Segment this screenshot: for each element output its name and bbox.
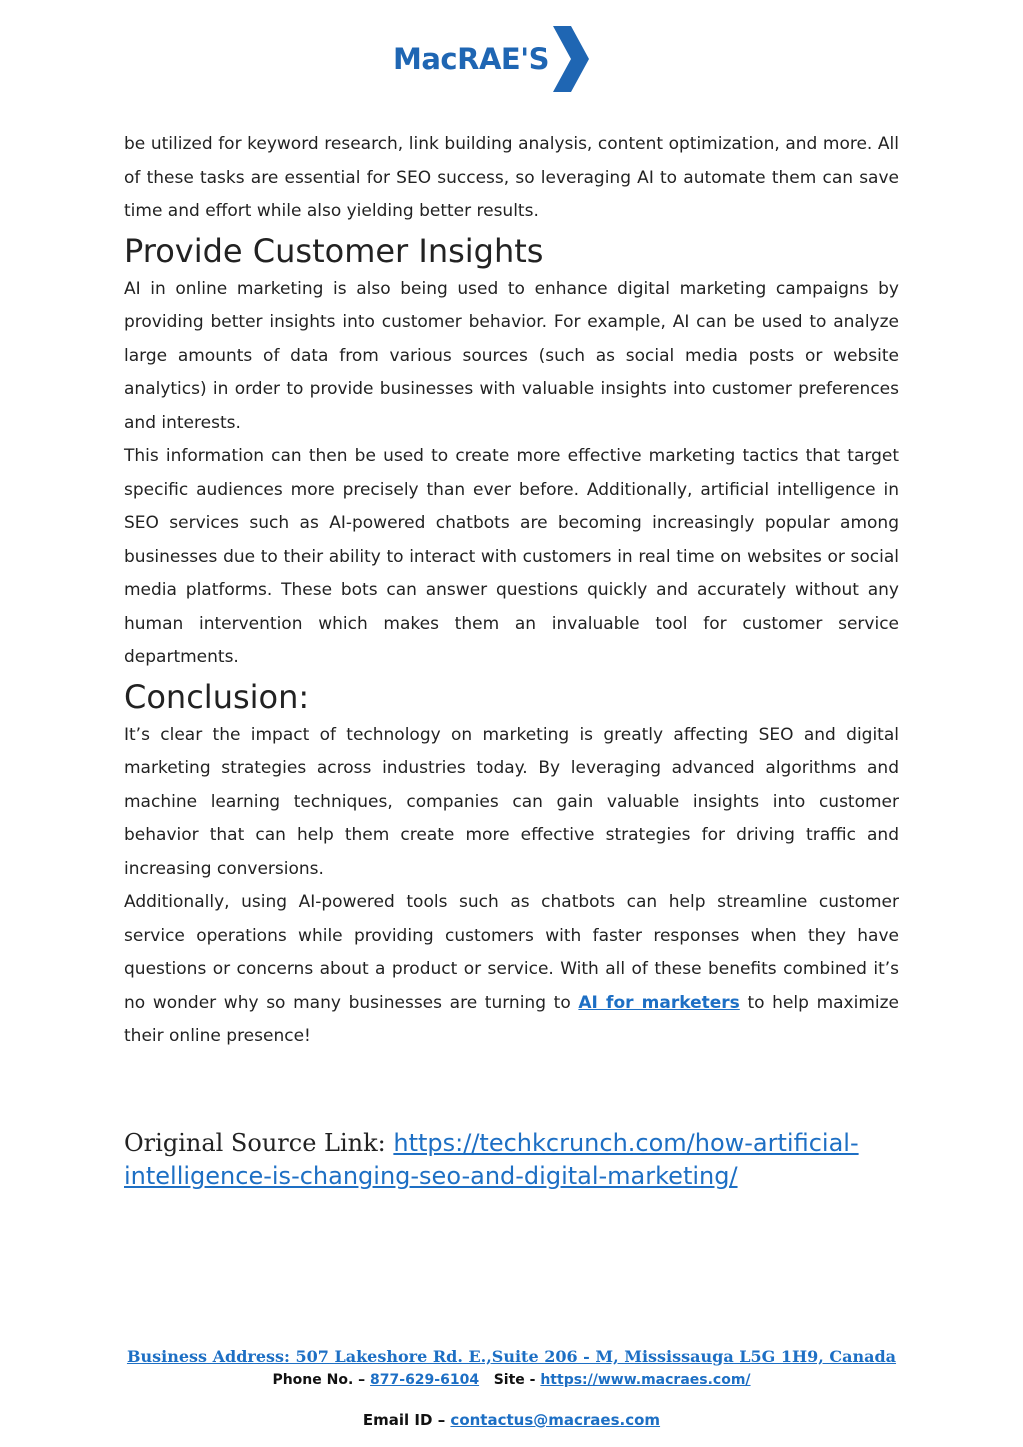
email-link[interactable]: contactus@macraes.com <box>450 1411 661 1429</box>
macraes-logo <box>393 26 591 92</box>
article-body <box>124 128 899 1054</box>
phone-label: Phone No. <box>272 1372 354 1388</box>
paragraph-conclusion-1: It’s clear the impact of technology on marketing is greatly affecting SEO and digital marketing strategies across industries today. By leveraging advanced algorithms and machine learning techniques, companies can gain valuable insights into customer behavior that can help them create more effective strategies for driving traffic and increasing conversions. <box>124 724 899 879</box>
business-address: Business Address: 507 Lakeshore Rd. E.,Suite 206 - M, Mississauga L5G 1H9, Canada <box>126 1347 897 1366</box>
source-url-link[interactable]: https://techkcrunch.com/how-artificial-intelligence-is-changing-seo-and-digital-marketing/ <box>124 1129 859 1190</box>
site-separator: - <box>524 1372 541 1388</box>
logo-text: MacRAE'S <box>393 42 549 76</box>
heading-customer-insights: Provide Customer Insights <box>124 231 544 270</box>
email-label: Email ID <box>362 1411 433 1429</box>
paragraph-text-before-link: Additionally, using AI-powered tools such as chatbots can help streamline customer service operations while providing customers with faster responses when they have questions or concerns about a product or service. With all of these benefits combined it’s no wonder why so many businesses are turning to <box>124 892 899 1013</box>
paragraph-insights-1: AI in online marketing is also being used to enhance digital marketing campaigns by providing better insights into customer behavior. For example, AI can be used to analyze large amounts of data from various sources (such as social media posts or website analytics) in order to provide businesses with valuable insights into customer preferences and interests. <box>124 278 899 433</box>
paragraph-text-after-link: to help maximize their online presence! <box>124 992 900 1046</box>
site-link[interactable]: https://www.macraes.com/ <box>540 1372 751 1388</box>
ai-for-marketers-link[interactable]: AI for marketers <box>578 992 740 1013</box>
heading-conclusion: Conclusion: <box>124 677 310 716</box>
paragraph-conclusion-2 <box>124 886 899 1054</box>
chevron-right-icon <box>551 26 591 92</box>
phone-separator: – <box>353 1372 371 1388</box>
phone-link[interactable]: 877-629-6104 <box>370 1372 480 1388</box>
contact-line <box>0 1370 1023 1390</box>
source-label: Original Source Link: <box>124 1129 386 1157</box>
footer <box>0 1346 1023 1430</box>
site-label: Site <box>493 1372 525 1388</box>
paragraph-intro: be utilized for keyword research, link building analysis, content optimization, and more. All of these tasks are essential for SEO success, so leveraging AI to automate them can save time and effort while also yielding better results. <box>124 134 899 221</box>
paragraph-insights-2: This information can then be used to create more effective marketing tactics that target specific audiences more precisely than ever before. Additionally, artificial intelligence in SEO services such as AI-powered chatbots are becoming increasingly popular among businesses due to their ability to interact with customers in real time on websites or social media platforms. These bots can answer questions quickly and accurately without any human intervention which makes them an invaluable tool for customer service departments. <box>124 446 899 667</box>
source-block <box>124 1127 904 1193</box>
email-line <box>0 1410 1023 1430</box>
email-separator: – <box>432 1411 451 1429</box>
